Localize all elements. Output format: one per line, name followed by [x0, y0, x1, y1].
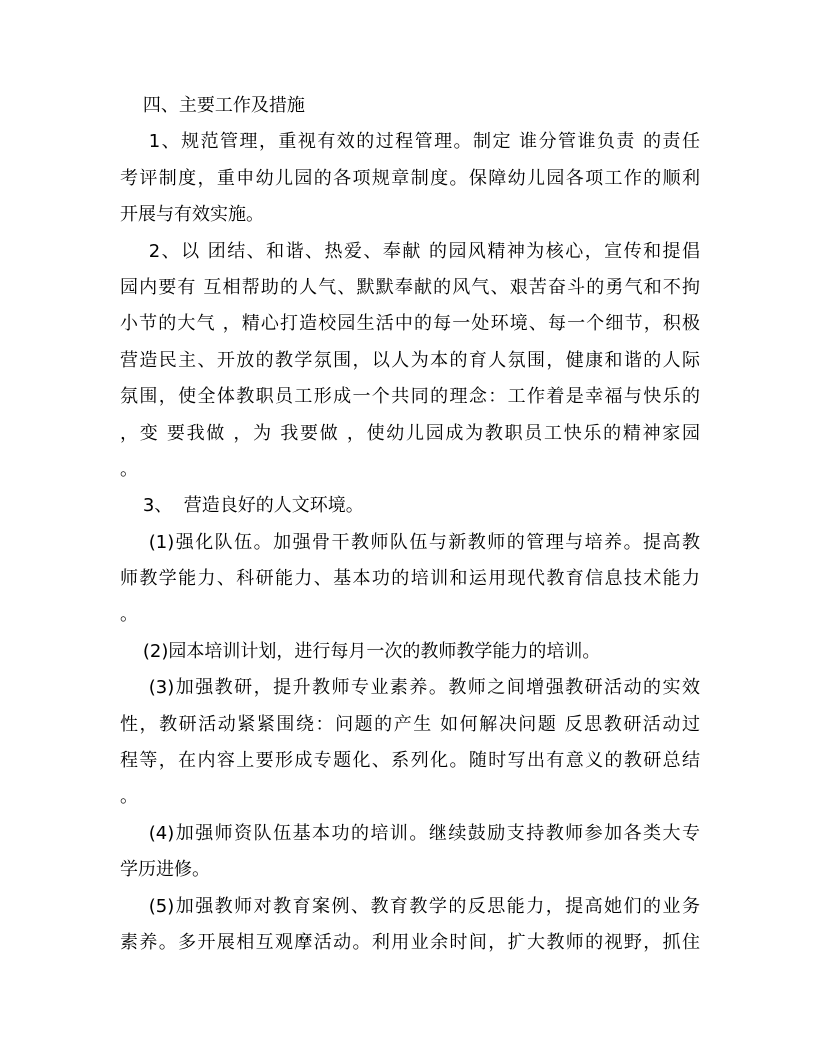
text-line: 性，教研活动紧紧围绕：问题的产生 如何解决问题 反思教研活动过 [120, 713, 700, 735]
text-line: 学历进修。 [120, 859, 210, 881]
text-line: (3)加强教研，提升教师专业素养。教师之间增强教研活动的实效 [120, 677, 700, 699]
text-line: 园内要有 互相帮助的人气、默默奉献的风气、艰苦奋斗的勇气和不拘 [120, 276, 700, 298]
text-line: 师教学能力、科研能力、基本功的培训和运用现代教育信息技术能力 [120, 568, 700, 590]
text-line: 程等，在内容上要形成专题化、系列化。随时写出有意义的教研总结 [120, 750, 700, 772]
text-line: ，变 要我做 ，为 我要做 ，使幼儿园成为教职员工快乐的精神家园 [120, 422, 700, 444]
section-heading: 四、主要工作及措施 [120, 95, 305, 116]
text-line: 素养。多开展相互观摩活动。利用业余时间，扩大教师的视野，抓住 [120, 931, 700, 953]
text-line: (1)强化队伍。加强骨干教师队伍与新教师的管理与培养。提高教 [120, 531, 700, 553]
text-line: 。 [120, 604, 138, 626]
text-line: 氛围，使全体教职员工形成一个共同的理念：工作着是幸福与快乐的 [120, 386, 700, 408]
text-line: (2)园本培训计划，进行每月一次的教师教学能力的培训。 [120, 640, 601, 662]
text-line: 开展与有效实施。 [120, 204, 264, 226]
text-line: 2、以 团结、和谐、热爱、奉献 的园风精神为核心，宣传和提倡 [120, 240, 700, 262]
document-body [120, 88, 700, 961]
text-line: 考评制度，重申幼儿园的各项规章制度。保障幼儿园各项工作的顺利 [120, 167, 700, 189]
text-line: (4)加强师资队伍基本功的培训。继续鼓励支持教师参加各类大专 [120, 822, 700, 844]
text-line: 1、规范管理，重视有效的过程管理。制定 谁分管谁负责 的责任 [120, 131, 700, 153]
text-line: 营造民主、开放的教学氛围，以人为本的育人氛围，健康和谐的人际 [120, 349, 700, 371]
text-line: 。 [120, 458, 138, 480]
subsection-heading: 3、 营造良好的人文环境。 [120, 495, 364, 517]
text-line: (5)加强教师对教育案例、教育教学的反思能力，提高她们的业务 [120, 895, 700, 917]
text-line: 。 [120, 786, 138, 808]
text-line: 小节的大气 ，精心打造校园生活中的每一处环境、每一个细节，积极 [120, 313, 700, 335]
